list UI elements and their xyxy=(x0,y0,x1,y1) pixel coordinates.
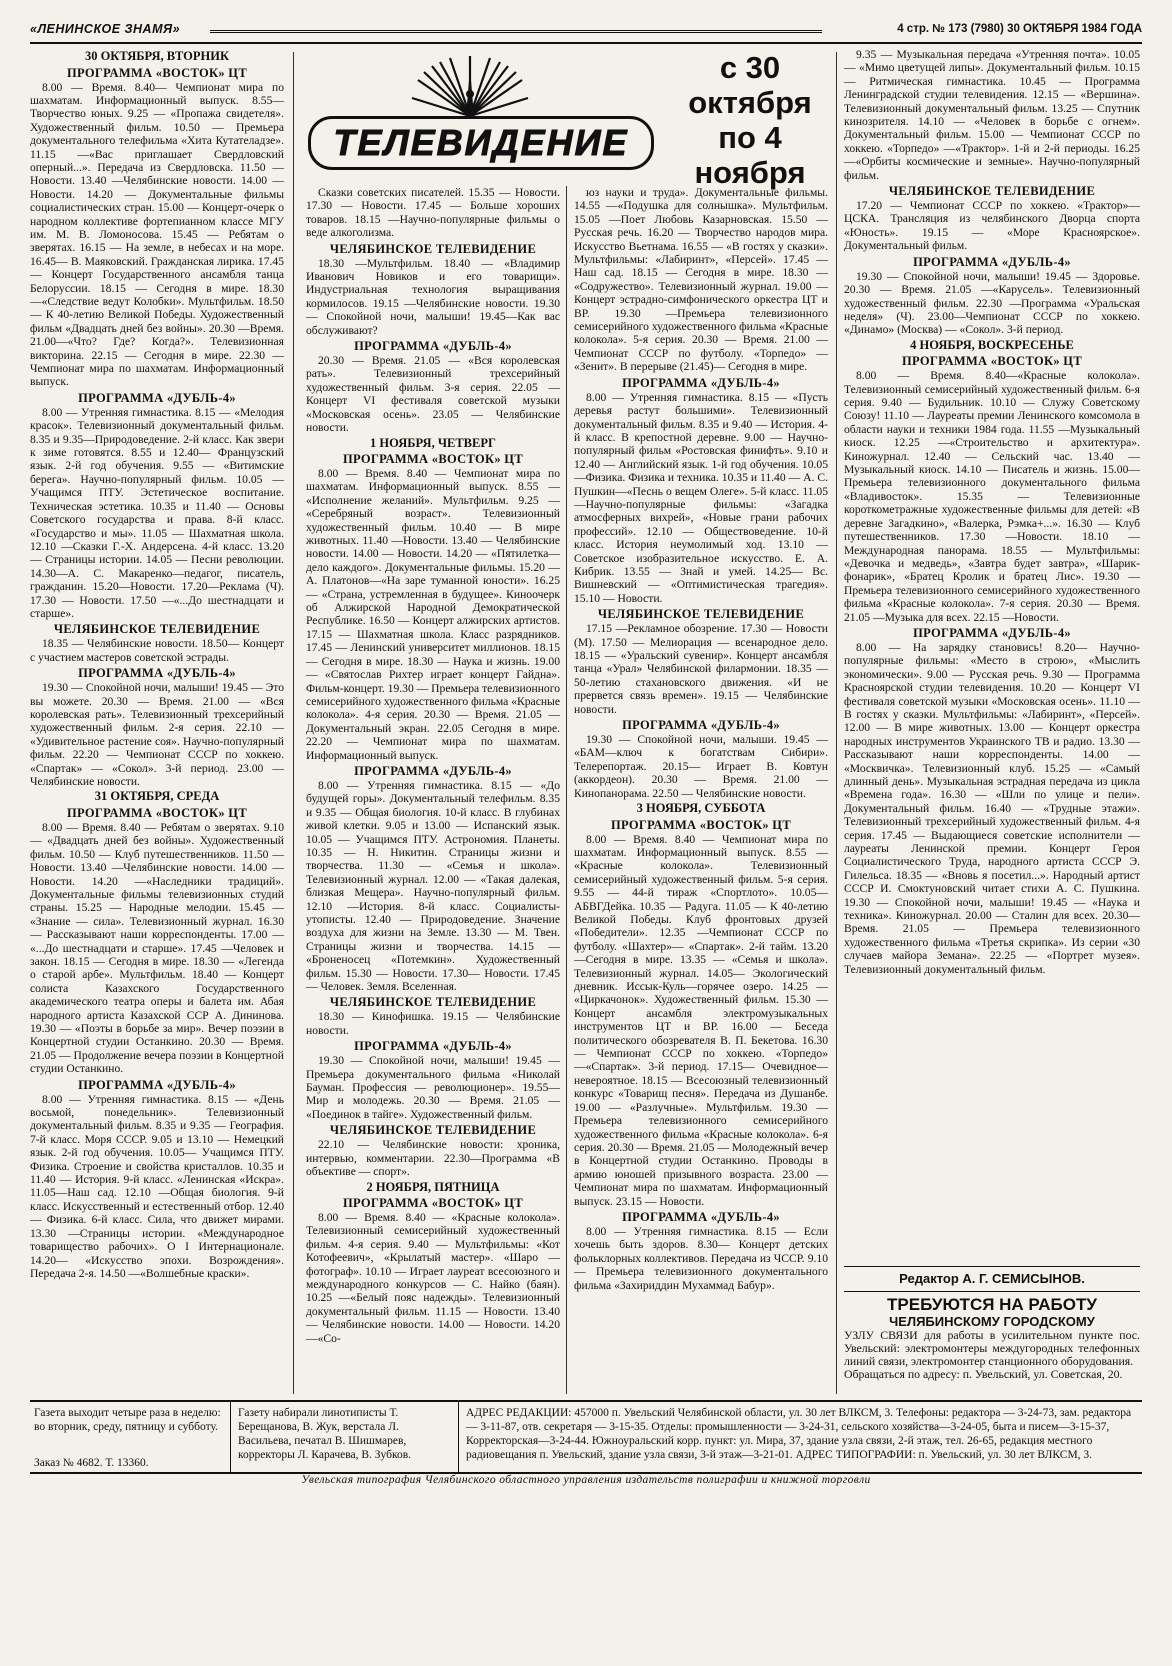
schedule-column-2 xyxy=(306,186,560,1394)
program-listing: 18.30 — Кинофишка. 19.15 — Челябинские новости. xyxy=(306,1010,560,1037)
ad-address: Обращаться по адресу: п. Увельский, ул. Советская, 20. xyxy=(844,1367,1123,1381)
order-number: Заказ № 4682. Т. 13360. xyxy=(34,1457,149,1469)
program-listing: 8.00 — На зарядку становись! 8.20— Научно-популярные фильмы: «Место в строю», «Мыслить экономически». 9.00 — Русская речь. 9.30 — Программа Красноярской студии телевидения. 10.20 — Концерт VI фестиваля советской музыки «Московская осень». 11.10 — В гостях у сказки. Мультфильмы: «Лабиринт», «Персей». 12.00 — В мире животных. 13.00 — Концерт оркестра народных инструментов Украинского ТВ и радио. 13.30 — Рассказывают наши корреспонденты. 14.00 — «Москвичка». Телевизионный клуб. 15.25 — «Самый длинный день». Музыкальная эстрадная передача из цикла «Времена года». 16.30 — «Шли по улице и пели». Документальный фильм. 16.40 — «Трудные этажи». Телевизионный трехсерийный художественный фильм. 4-я серия. 17.45 — Выдающиеся советские исполнители —лауреаты Ленинской премии. Концерт Героя Социалистического Труда, народного артиста СССР Э. Гилельса. 18.35 — «Вновь я посетил...». Народный артист СССР И. Смоктуновский читает стихи А. С. Пушкина. 19.30 — Спокойной ночи, малыши! 19.45 — «Наука и техника». Киножурнал. 20.00 — Сталин для всех. 20.30— Время. 21.05 — Премьера телевизионного художественного фильма «Третья скрипка». Из серии «30 случаев майора Земана». 22.25 — «Портрет музея». Телевизионный документальный фильм. xyxy=(844,640,1140,976)
program-listing: 8.00 — Время. 8.40— Чемпионат мира по шахматам. Информационный выпуск. 8.55— Творчество юных. 9.25 — «Пропажа свидетеля». Художественный фильм. 10.50 — Премьера документального телефильма «Хита Кутателадзе». 11.15 —«Вас приглашает Свердловский оперный...». Передача из Свердловска. 11.50 — Новости. 13.40 —Челябинские новости. 14.00 — Новости. 14.20 — Документальные фильмы социалистических стран. 15.00 — Концерт-очерк о народном коллективе фортепианном классе МГУ им. М. В. Ломоносова. 15.45 — Ребятам о зверятах. 16.15 — На земле, в небесах и на море. 16.45— В. Маяковский. Гражданская лирика. 17.45 — Концерт Государственного ансамбля танца Белоруссии. 18.15 — Сегодня в мире. 18.30 —«Следствие ведут Колобки». Мультфильм. 18.50 — К 40-летию Великой Победы. Художественный фильм «Двадцать дней без войны». 20.30 —Время. 21.00—«Что? Где? Когда?». Телевизионная викторина. 22.15 — Сегодня в мире. 22.30 — Чемпионат мира по шахматам. Информационный выпуск. xyxy=(30,80,284,389)
day-heading: 2 НОЯБРЯ, ПЯТНИЦА xyxy=(366,1179,500,1194)
program-listing: 20.30 — Время. 21.05 — «Вся королевская рать». Телевизионный трехсерийный художественный фильм. 3-я серия. 22.05 — Концерт VI фестиваля советской музыки «Московская осень». 23.05 — Челябинские новости. xyxy=(306,354,560,435)
program-listing: 8.00 — Время. 8.40 — «Красные колокола». Телевизионный семисерийный художественный фильм. 4-я серия. 9.40 — Мультфильмы: «Кот Котофеевич», «Крылатый мастер». «Шаро — фотограф». 10.10 — Играет лауреат всесоюзного и международного конкурсов — С. Найко (баян). 10.25 —«Белый пояс надежды». Телевизионный документальный фильм. 11.15 — Новости. 13.40 — Челябинские новости. 14.00 — Новости. 14.20 —«Со- xyxy=(306,1211,560,1345)
job-advertisement xyxy=(844,1296,1140,1394)
day-heading: 31 ОКТЯБРЯ, СРЕДА xyxy=(94,789,220,804)
program-listing: 8.00 — Утренняя гимнастика. 8.15 — «Мелодия красок». Телевизионный документальный фильм. 8.35 и 9.35—Природоведение. 2-й класс. Как звери к зиме готовятся. 8.55 и 12.40— Французский язык. 2-й год обучения. 9.55 — «Витимские берега». Научно-популярный фильм. 10.05 — Учащимся ПТУ. Эстетическое воспитание. Техническая эстетика. 10.35 и 11.40 — Основы Советского государства и права. 8-й класс. «Государство и мы». 11.05 — Шахматная школа. 12.10 —Сказки Г.-Х. Андерсена. 4-й класс. 13.20 — Страницы истории. 14.05 — Песни революции. 14.30—А. С. Макаренко—педагог, писатель, гражданин. 15.20—Новости. 17.20—Реклама (Ч). 17.30 — Новости. 17.50 —«...До шестнадцати и старше». xyxy=(30,405,284,620)
program-heading: ПРОГРАММА «ВОСТОК» ЦТ xyxy=(611,817,791,832)
program-listing: 8.00 — Время. 8.40 — Чемпионат мира по шахматам. Информационный выпуск. 8.55 — «Исполнение желаний». Мультфильм. 9.25 — «Серебряный возраст». Телевизионный художественный фильм. 10.40 — В мире животных. 11.40 —Новости. 13.40 — Челябинские новости. 14.00 — Новости. 14.20 — «Пятилетка—дело каждого». Документальные фильмы. 15.20 — А. Платонов—«На заре туманной юности». 16.25 — «Страна, устремленная в будущее». Киноочерк об Алжирской Народной Демократической Республике. 16.50 — Концерт алжирских артистов. 17.15 — Шахматная школа. Класс разрядников. 17.45 — Ленинский университет миллионов. 18.15 — Сегодня в мире. 18.30 — Наука и жизнь. 19.00 — «Святослав Рихтер играет концерт Гайдна». Фильм-концерт. 19.30 — Премьера телевизионного семисерийного художественного фильма «Красные колокола». 4-я серия. 20.30 — Время. 21.05 — Документальный экран. 22.05 Сегодня в мире. 22.20 — Чемпионат мира по шахматам. Информационный выпуск. xyxy=(306,467,560,762)
column-rule xyxy=(293,52,294,1394)
dates-line-1: с 30 xyxy=(719,50,781,85)
program-heading: ПРОГРАММА «ВОСТОК» ЦТ xyxy=(67,65,247,80)
typesetters-credit: Газету набирали линотиписты Т. Берещанова, В. Жук, верстала Л. Васильева, печатал В. Шишмарев, корректоры Л. Карачева, В. Зубков. xyxy=(238,1407,412,1461)
day-heading: 1 НОЯБРЯ, ЧЕТВЕРГ xyxy=(370,435,496,450)
editorial-address: АДРЕС РЕДАКЦИИ: 457000 п. Увельский Челябинской области, ул. 30 лет ВЛКСМ, 3. Телефоны: редактора — 3-24-73, зам. редактора — 3-11-87, отв. секретаря — 3-15-35. Отделы: промышленности — 3-24-31, сельского хозяйства—3-24-05, быта и писем—3-15-37, Корректорская—3-24-44. Южноуральский корр. пункт: ул. Мира, 37, здание узла связи, 2-й этаж, тел. 26-65, редакция местного радиовещания п. Увельский, здание узла связи, 3-й этаж—3-21-01. АДРЕС ТИПОГРАФИИ: п. Увельский, ул. 30 лет ВЛКСМ, 3. xyxy=(466,1407,1132,1461)
program-heading: ПРОГРАММА «ВОСТОК» ЦТ xyxy=(343,452,523,466)
program-listing: 8.00 — Время. 8.40—«Красные колокола». Телевизионный семисерийный художественный фильм. 6-я серия. 9.40 — Будильник. 10.10 — Служу Советскому Союзу! 11.10 — Лауреаты премии Ленинского комсомола в области науки и техники 1984 года. 11.55 —Музыкальный киоск. 12.25 —«Строительство и архитектура». Киножурнал. 12.40 — Сельский час. 13.40 — Музыкальный киоск. 14.10 — Писатель и жизнь. 15.00—Премьера телевизионного документального фильма «Владивосток». 15.35 — Телевизионные короткометражные художественные фильмы для детей: «В деревне Загадкино», «Валерка, Рэмка+...». 16.30 — Клуб путешественников. 17.30 —Новости. 18.10 — Международная панорама. 18.55 — Мультфильмы: «Девочка и медведь», «Завтра будет завтра», «Шарик-фонарик», «Братец Кролик и братец Лис». 19.30 — Премьера телевизионного семисерийного художественного фильма «Красные колокола». 7-я серия. 20.30 — Время. 21.05 —Музыка для всех. 22.15 —Новости. xyxy=(844,369,1140,624)
program-listing: 17.15 —Рекламное обозрение. 17.30 — Новости (М). 17.50 — Мелиорация — всенародное дело. 18.15 — «Уральский сувенир». Концерт ансамбля танца «Урал» Челябинской филармонии. 18.35 — 50-летию стахановского движения. «И не прервется связь времен». 19.15 — Челябинские новости. xyxy=(574,622,828,716)
program-heading: ПРОГРАММА «ДУБЛЬ-4» xyxy=(622,1209,780,1224)
column-rule xyxy=(836,52,837,1394)
program-heading: ПРОГРАММА «ДУБЛЬ-4» xyxy=(354,339,512,354)
dates-line-3: по 4 xyxy=(718,120,782,155)
program-listing: 8.00 — Утренняя гимнастика. 8.15 — Если хочешь быть здоров. 8.30— Концерт детских фольклорных коллективов. Передача из ЧССР. 9.10 — Премьера телевизионного документального фильма «Захириддин Мухаммад Бабур». xyxy=(574,1224,828,1292)
program-listing: 22.10 — Челябинские новости: хроника, интервью, комментарии. 22.30—Программа «В объективе — спорт». xyxy=(306,1138,560,1179)
program-heading: ПРОГРАММА «ДУБЛЬ-4» xyxy=(913,254,1071,269)
program-heading: ПРОГРАММА «ВОСТОК» ЦТ xyxy=(67,805,247,820)
day-heading: 3 НОЯБРЯ, СУББОТА xyxy=(636,801,766,816)
program-listing: 18.30 —Мультфильм. 18.40 — «Владимир Иванович Новиков и его товарищи». Индустриальная технология выращивания кормилосов. 19.15 —Челябинские новости. 19.30 — Спокойной ночи, малыши! 19.45—Как вас обслуживают? xyxy=(306,256,560,337)
program-listing: 19.30 — Спокойной ночи, малыши! 19.45 — Премьера документального фильма «Николай Бауман. Профессия — революционер». 19.55—Мир и молодежь. 20.30 — Время. 21.05 — «Поединок в тайге». Художественный фильм. xyxy=(306,1054,560,1121)
schedule-column-1 xyxy=(30,48,284,1394)
schedule-dates xyxy=(680,50,820,190)
program-heading: ЧЕЛЯБИНСКОЕ ТЕЛЕВИДЕНИЕ xyxy=(329,241,537,256)
day-heading: 4 НОЯБРЯ, ВОСКРЕСЕНЬЕ xyxy=(910,337,1074,352)
program-listing: 19.30 — Спокойной ночи, малыши! 19.45 — Это вы можете. 20.30 — Время. 21.00 — «Вся королевская рать». Телевизионный трехсерийный художественный фильм. 2-я серия. 22.10 — «Удивительное растение соя». Научно-популярный фильм. 22.20 — Чемпионат СССР по хоккею. «Спартак» — «Сокол». 3-й период. 23.00 — Челябинские новости. xyxy=(30,681,284,788)
tv-tower-sun-icon xyxy=(410,54,530,116)
program-listing: 18.35 — Челябинские новости. 18.50— Концерт с участием мастеров советской эстрады. xyxy=(30,637,284,664)
column-rule xyxy=(566,186,567,1394)
dates-line-2: октября xyxy=(688,85,812,120)
program-heading: ПРОГРАММА «ДУБЛЬ-4» xyxy=(354,763,512,778)
page-header xyxy=(30,20,1142,44)
ad-text: УЗЛУ СВЯЗИ для работы в усилительном пункте пос. Увельский: электромонтеры междугородных телефонных линий связи, электромонтер станционного оборудования. xyxy=(844,1328,1140,1368)
newspaper-name: «ЛЕНИНСКОЕ ЗНАМЯ» xyxy=(30,22,181,36)
ad-title: ТРЕБУЮТСЯ НА РАБОТУ xyxy=(887,1295,1097,1314)
program-heading: ЧЕЛЯБИНСКОЕ ТЕЛЕВИДЕНИЕ xyxy=(329,995,537,1010)
program-listing: 19.30 — Спокойной ночи, малыши! 19.45 — Здоровье. 20.30 — Время. 21.05 —«Карусель». Телевизионный художественный фильм. 22.30 —Программа «Уральская неделя» (Ч). 23.00—Чемпионат СССР по хоккею. «Динамо» (Москва) — «Сокол». 3-й период. xyxy=(844,269,1140,337)
issue-info: 4 стр. № 173 (7980) 30 ОКТЯБРЯ 1984 ГОДА xyxy=(897,23,1142,35)
program-listing: 9.35 — Музыкальная передача «Утренняя почта». 10.05 — «Мимо цветущей липы». Документальный фильм. 10.15— Ритмическая гимнастика. 10.45 — Программа Ленинградской студии телевидения. 12.15 — «Вершина». Телевизионный документальный фильм. 13.25 — Спутник кинозрителя. 14.10 — «Человек в борьбе с огнем». Документальный фильм. 15.00 — Чемпионат СССР по хоккею. «Торпедо» —«Трактор». 1-й и 2-й периоды. 16.25 —«Орбиты космические и земные». Научно-популярный фильм. xyxy=(844,48,1140,182)
program-heading: ПРОГРАММА «ВОСТОК» ЦТ xyxy=(343,1196,523,1210)
program-heading: ПРОГРАММА «ДУБЛЬ-4» xyxy=(78,666,236,681)
program-listing: 17.20 — Чемпионат СССР по хоккею. «Трактор»—ЦСКА. Трансляция из челябинского Дворца спорта «Юность». 19.15 — «Море Красноярское». Документальный фильм. xyxy=(844,199,1140,253)
schedule-column-3 xyxy=(574,186,828,1394)
printer-credit: Увельская типография Челябинского областного управления издательств полиграфии и книжной торговли xyxy=(301,1474,871,1486)
program-heading: ПРОГРАММА «ДУБЛЬ-4» xyxy=(78,1077,236,1092)
day-heading: 30 ОКТЯБРЯ, ВТОРНИК xyxy=(84,49,230,63)
program-heading: ЧЕЛЯБИНСКОЕ ТЕЛЕВИДЕНИЕ xyxy=(329,1123,537,1138)
program-heading: ПРОГРАММА «ДУБЛЬ-4» xyxy=(354,1039,512,1054)
program-heading: ПРОГРАММА «ВОСТОК» ЦТ xyxy=(902,354,1082,369)
program-listing: Сказки советских писателей. 15.35 — Новости. 17.30 — Новости. 17.45 — Больше хороших товаров. 18.15 —Научно-популярные фильмы о веде алкоголизма. xyxy=(306,186,560,240)
program-listing: 19.30 — Спокойной ночи, малыши. 19.45 — «БАМ—ключ к богатствам Сибири». Телерепортаж. 20.15— Играет В. Ковтун (аккордеон). 20.30 — Время. 21.00 — Кинопанорама. 22.50 — Челябинские новости. xyxy=(574,733,828,800)
program-listing: 8.00 — Утренняя гимнастика. 8.15 — «До будущей горы». Документальный телефильм. 8.35 и 9.35 — Общая биология. 10-й класс. В глубинах живой клетки. 9.05 и 13.00 — Испанский язык. 10.05 — Учащимся ПТУ. Астрономия. Планеты. 10.35 — Н. Никитин. Страницы жизни и творчества. 11.30 — «Семья и школа». Телевизионный журнал. 12.00 — «Такая далекая, близкая Мещера». Научно-популярный фильм. 12.10 —История. 8-й класс. Социалисты-утописты. 12.40 — Природоведение. Значение воздуха для жизни на Земле. 13.30 — М. Твен. Страницы жизни и творчества. 14.15 — «Броненосец «Потемкин». Художественный фильм. 15.30 — Новости. 17.30— Новости. 17.45 — Человек. Земля. Вселенная. xyxy=(306,778,560,994)
footer-divider xyxy=(458,1402,459,1472)
program-heading: ЧЕЛЯБИНСКОЕ ТЕЛЕВИДЕНИЕ xyxy=(53,622,261,637)
program-listing: 8.00 — Утренняя гимнастика. 8.15 — «День восьмой, понедельник». Телевизионный документальный фильм. 8.35 и 9.35 — География. 7-й класс. Моря СССР. 9.05 и 13.10 — Немецкий язык. 2-й год обучения. 10.05— Учащимся ПТУ. Физика. Строение и свойства кристаллов. 10.35 и 11.40 — История. 9-й класс. «Ленинская «Искра». 11.05—Наш сад. 12.10 —Общая биология. 9-й класс. Искусственный и естественный отбор. 12.40 — Физика. 6-й класс. Сила, что движет мирами. 13.30 —Страницы истории. «Международное товарищество рабочих». О I Интернационале. 14.20— «Искусство эпохи. Возрождения». Передача 2-я. 14.50 —«Волшебные краски». xyxy=(30,1092,284,1280)
program-listing: юз науки и труда». Документальные фильмы. 14.55 —«Подушка для солнышка». Мультфильм. 15.05 —Поет Любовь Казарновская. 15.50 —Русская речь. 16.20 — Творчество народов мира. Искусство Вьетнама. 16.55 — «В гостях у сказки». Мультфильмы: «Лабиринт», «Персей». 17.45 — Наш сад. 18.15 — Сегодня в мире. 18.30 — «Содружество». Телевизионный журнал. 19.00 —Концерт эстрадно-симфонического оркестра ЦТ и ВР. 19.30 —Премьера телевизионного семисерийного художественного фильма «Красные колокола». 5-я серия. 20.30 — Время. 21.00 —Чемпионат СССР по футболу. «Торпедо» — «Зенит». В перерыве (21.45)— Сегодня в мире. xyxy=(574,186,828,374)
imprint-footer xyxy=(30,1400,1142,1474)
dates-line-4: ноября xyxy=(694,155,806,190)
header-rule xyxy=(210,30,822,33)
editor-line: Редактор А. Г. СЕМИСЫНОВ. xyxy=(844,1266,1140,1292)
program-listing: 8.00 — Время. 8.40 — Ребятам о зверятах. 9.10 — «Двадцать дней без войны». Художественный фильм. 10.50 — Клуб путешественников. 11.50 — Новости. 13.40 —Челябинские новости. 14.00 — Новости. 14.20 —«Наследники традиций». Документальные фильмы телевизионных студий страны. 15.25 — Народные мелодии. 15.45 — «Знание — сила». Телевизионный журнал. 16.30 — Рассказывают наши корреспонденты. 17.00 — «...До шестнадцати и старше». 17.45 —Человек и закон. 18.15 — Сегодня в мире. 18.30 — «Легенда о старой арбе». Мультфильм. 18.40 — Концерт солиста Казахского Государственного академического театра оперы и балета им. Абая народного артиста Казахской ССР А. Дининова. 19.30 — «Поэты в борьбе за мир». Вечер поэзии в Концертной студии Останкино. 20.30 — Время. 21.05 — Продолжение вечера поэзии в Концертной студии Останкино. xyxy=(30,820,284,1076)
television-banner xyxy=(308,116,654,170)
footer-divider xyxy=(230,1402,231,1472)
ad-subtitle: ЧЕЛЯБИНСКОМУ ГОРОДСКОМУ xyxy=(889,1314,1095,1329)
program-heading: ПРОГРАММА «ДУБЛЬ-4» xyxy=(622,718,780,733)
program-heading: ЧЕЛЯБИНСКОЕ ТЕЛЕВИДЕНИЕ xyxy=(888,184,1096,199)
program-heading: ЧЕЛЯБИНСКОЕ ТЕЛЕВИДЕНИЕ xyxy=(597,607,805,622)
program-listing: 8.00 — Утренняя гимнастика. 8.15 — «Пусть деревья растут большими». Телевизионный документальный фильм. 8.35 и 9.40 — История. 4-й класс. В крепостной деревне. 9.00 — Научно-популярный фильм «Ростовская финифть». 9.10 и 12.40 — Английский язык. 1-й год обучения. 10.05 —Физика. Физика и техника. 10.35 и 11.40 — А. С. Пушкин—«Песнь о вещем Олеге». 5-й класс. 11.05 —Научно-популярные фильмы: «Загадка атмосферных вихрей», «Новые грани рабочих профессий». 12.10 — Обществоведение. 10-й класс. История неумолимый ход. 13.10 — Советское изобразительное искусство. Е. А. Кибрик. 13.55 — Знай и умей. 14.25— Вс. Вишневский — «Оптимистическая трагедия». 15.10 — Новости. xyxy=(574,390,828,605)
banner-title: ТЕЛЕВИДЕНИЕ xyxy=(333,122,629,163)
schedule-column-4 xyxy=(844,48,1140,1260)
program-heading: ПРОГРАММА «ДУБЛЬ-4» xyxy=(913,625,1071,640)
program-heading: ПРОГРАММА «ДУБЛЬ-4» xyxy=(78,390,236,405)
program-heading: ПРОГРАММА «ДУБЛЬ-4» xyxy=(622,375,780,390)
television-title-block xyxy=(300,52,672,182)
program-listing: 8.00 — Время. 8.40 — Чемпионат мира по шахматам. Информационный выпуск. 8.55 — «Красные колокола». Телевизионный семисерийный художественный фильм. 5-я серия. 9.55 — 44-й тираж «Спортлото». 10.05—АБВГДейка. 10.35 — Радуга. 11.05 — К 40-летию Великой Победы. Клуб фронтовых друзей «Победители». 12.35 —Чемпионат СССР по футболу. «Шахтер»— «Спартак». 2-й тайм. 13.20 —Сегодня в мире. 13.35 — «Семья и школа». Телевизионный журнал. 14.05— Экологический дневник. Иссык-Куль—горячее озеро. 14.25 — «Циркачонок». Художественный фильм. 15.30 — Концерт ансамбля электромузыкальных инструментов ЦТ и ВР. 16.00 — Беседа политического обозревателя В. П. Бекетова. 16.30 — Чемпионат СССР по хоккею. «Торпедо» —«Спартак». 3-й период. 17.15— Очевидное—невероятное. 18.15 — Всесоюзный телевизионный конкурс «Товарищ песня». Передача из Душанбе. 19.00 — «Разлучные». Мультфильм. 19.30 —Премьера телевизионного семисерийного художественного фильма «Красные колокола». 6-я серия. 20.30 — Время. 21.05 — Молодежный вечер в Концертной студии Останкино. Проводы в армию юношей призывного возраста. 23.00 —Чемпионат мира по шахматам. Информационный выпуск. 23.15 — Новости. xyxy=(574,832,828,1208)
footer-frequency-block xyxy=(34,1406,224,1469)
publication-frequency: Газета выходит четыре раза в неделю: во вторник, среду, пятницу и субботу. xyxy=(34,1407,221,1433)
